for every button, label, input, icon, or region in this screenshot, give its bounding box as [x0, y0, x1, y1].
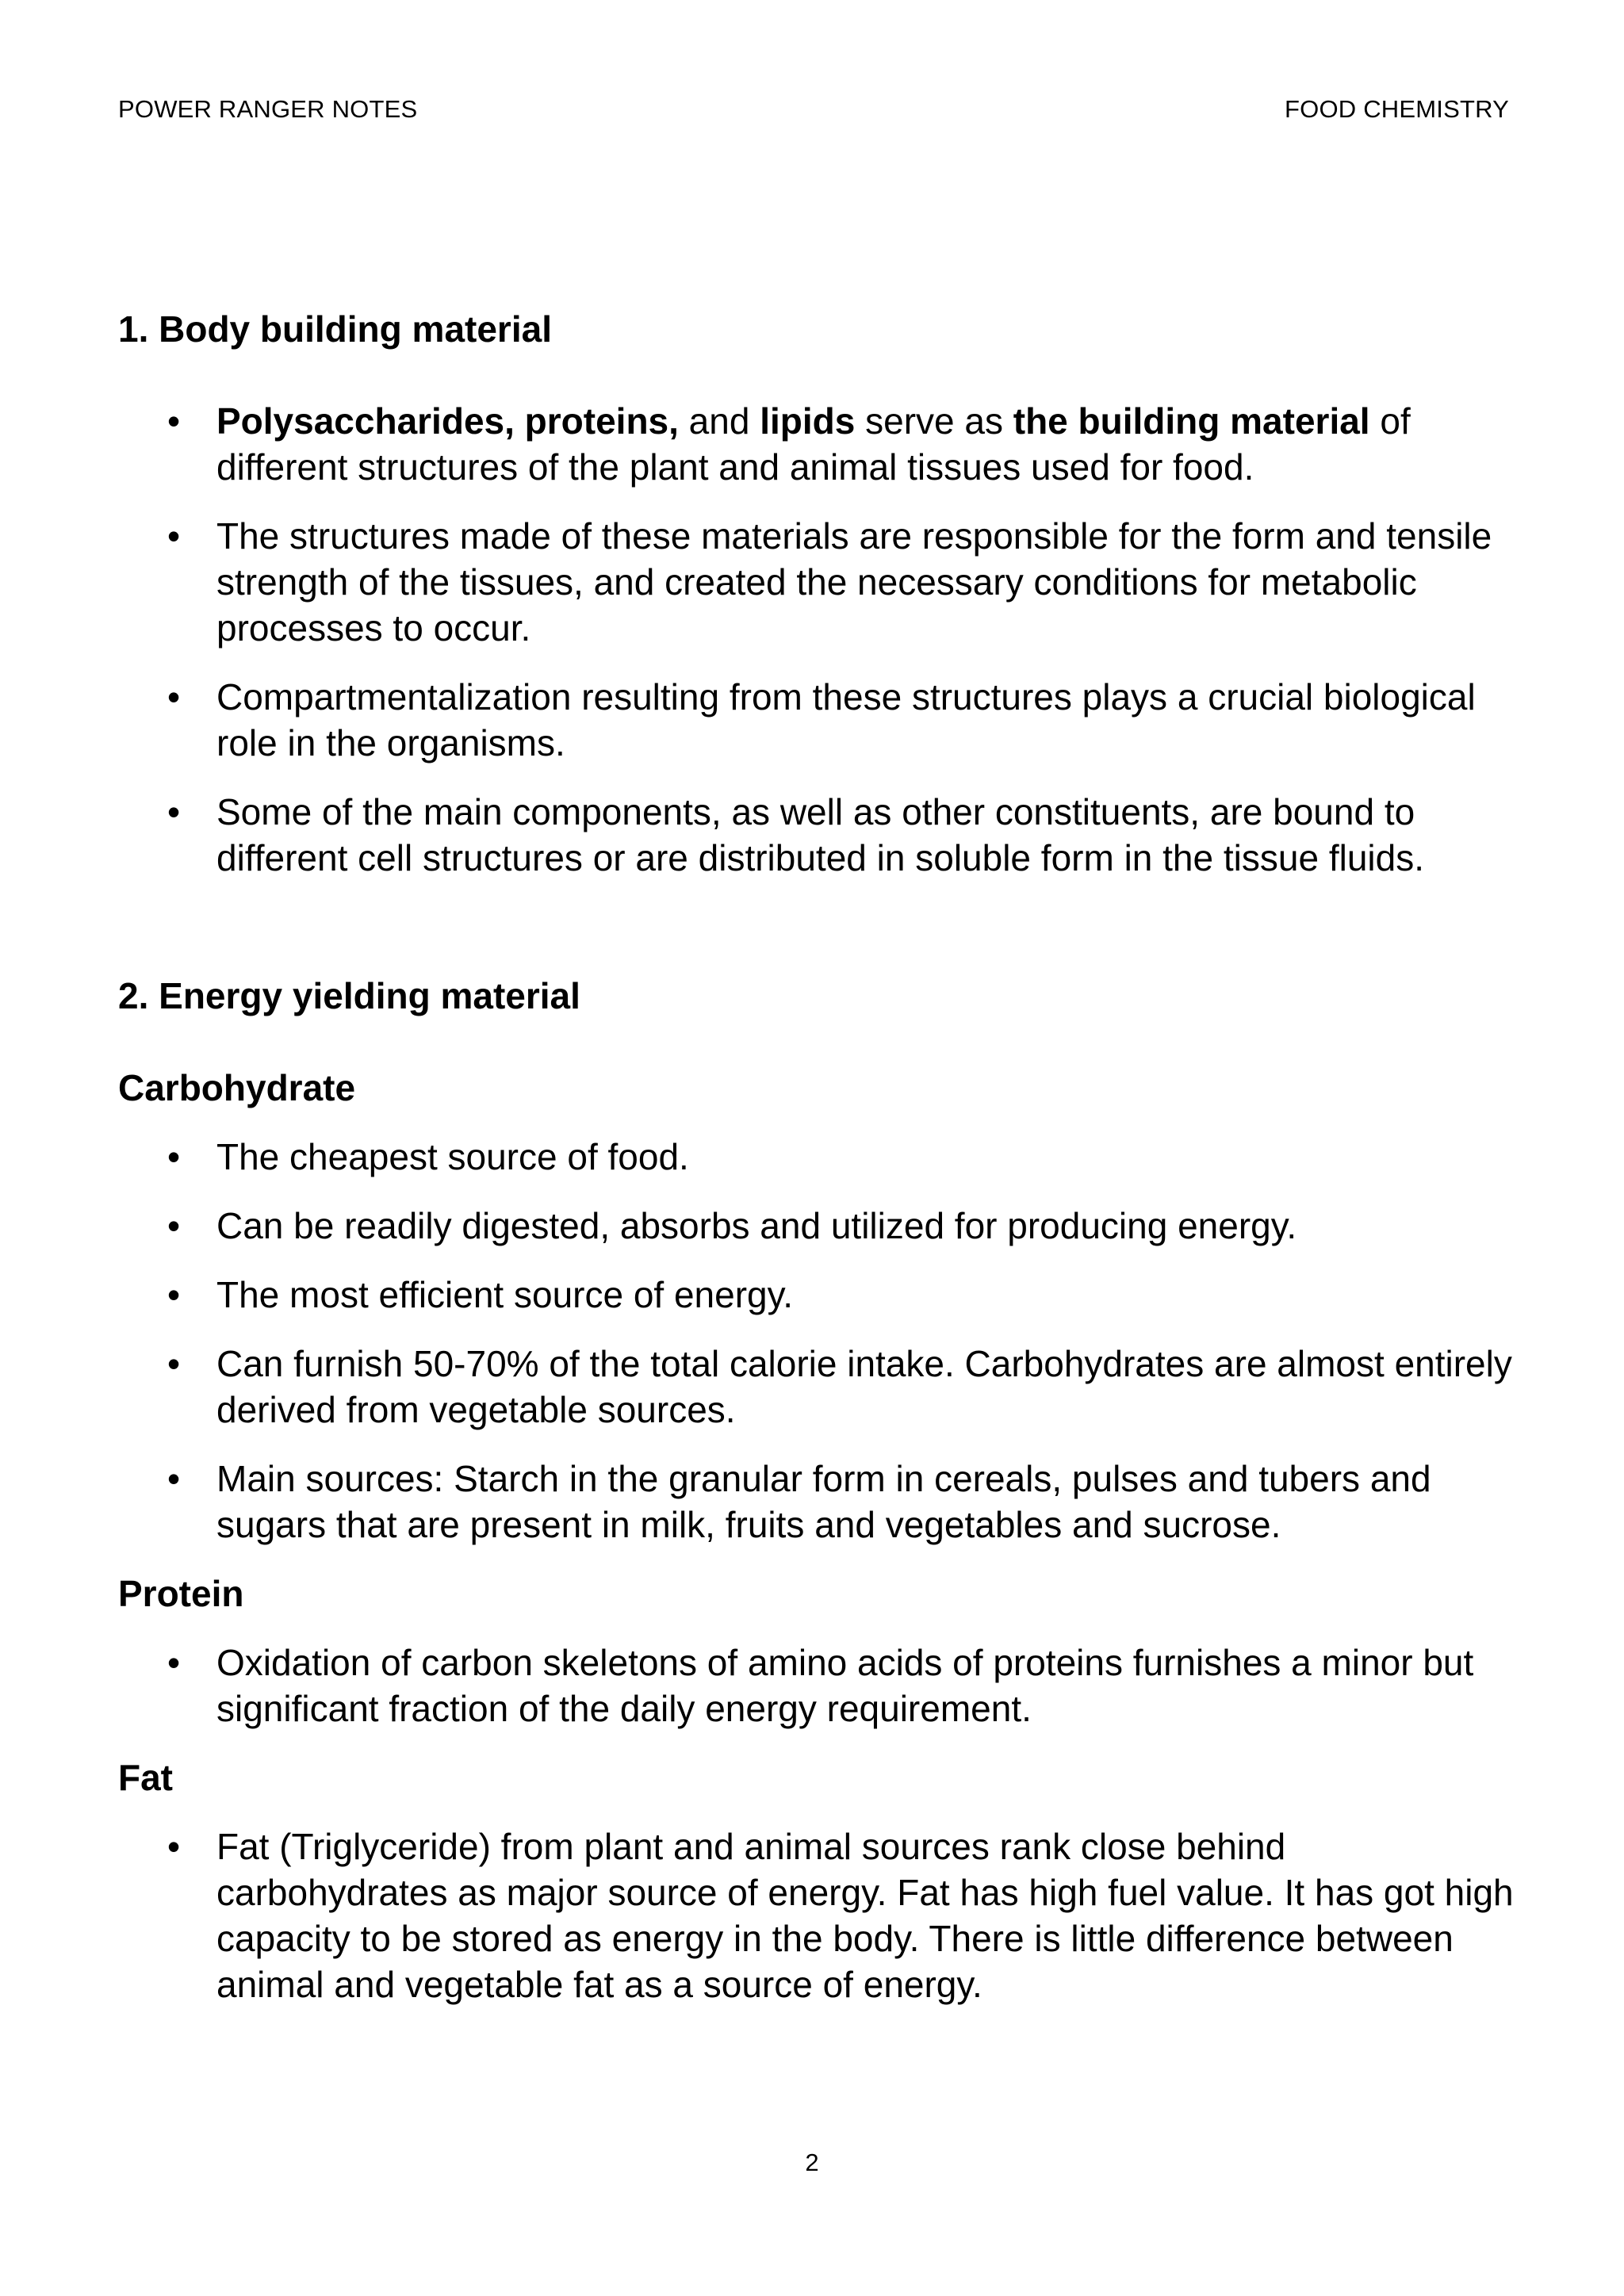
fat-heading: Fat [118, 1757, 173, 1798]
list-item-text: The cheapest source of food. [216, 1136, 689, 1177]
list-item [118, 674, 1514, 766]
bullet-icon: • [167, 1343, 181, 1384]
page-content [118, 306, 1514, 2007]
bullet-icon: • [167, 515, 181, 557]
bullet-icon: • [167, 1205, 181, 1246]
header-left-title: POWER RANGER NOTES [118, 95, 418, 123]
list-item [118, 1134, 1514, 1180]
list-item-text: Oxidation of carbon skeletons of amino acids of proteins furnishes a minor but significant fraction of the daily energy requirement. [216, 1642, 1474, 1729]
text-fragment: serve as [855, 400, 1013, 442]
list-item [118, 1341, 1514, 1433]
bullet-icon: • [167, 676, 181, 718]
list-item-text: Can furnish 50-70% of the total calorie intake. Carbohydrates are almost entirely derived from vegetable sources. [216, 1343, 1512, 1430]
text-fragment: of different structures of the plant and animal tissues used for food. [216, 400, 1411, 488]
text-fragment: and [678, 400, 760, 442]
list-item [118, 513, 1514, 651]
list-item [118, 1640, 1514, 1732]
section-2-heading: 2. Energy yielding material [118, 975, 580, 1016]
list-item-text: Fat (Triglyceride) from plant and animal sources rank close behind carbohydrates as major source of energy. Fat has high fuel value. It has got high capacity to be stored as energy in the body. There is little difference between animal and vegetable fat as a source of energy. [216, 1826, 1514, 2005]
bold-term-building-material: the building material [1013, 400, 1370, 442]
page-number: 2 [805, 2149, 819, 2176]
list-item-text: The structures made of these materials are responsible for the form and tensile strength of the tissues, and created the necessary conditions for metabolic processes to occur. [216, 515, 1492, 649]
bold-term-lipids: lipids [760, 400, 856, 442]
carbohydrate-list [118, 1134, 1514, 1548]
bullet-icon: • [167, 791, 181, 832]
header-right-title: FOOD CHEMISTRY [1285, 95, 1509, 123]
bullet-icon: • [167, 400, 181, 442]
list-item-text: Main sources: Starch in the granular form in cereals, pulses and tubers and sugars that are present in milk, fruits and vegetables and sucrose. [216, 1458, 1431, 1545]
carbohydrate-heading: Carbohydrate [118, 1067, 356, 1108]
protein-list [118, 1640, 1514, 1732]
bullet-icon: • [167, 1458, 181, 1499]
running-header [118, 95, 1509, 130]
list-item [118, 1823, 1514, 2007]
list-item-text: The most efficient source of energy. [216, 1274, 793, 1315]
list-item [118, 1272, 1514, 1318]
list-item [118, 1203, 1514, 1249]
section-1-list [118, 398, 1514, 881]
section-1-heading: 1. Body building material [118, 308, 552, 350]
bullet-icon: • [167, 1136, 181, 1177]
protein-heading: Protein [118, 1573, 244, 1614]
list-item-text: Some of the main components, as well as other constituents, are bound to different cell structures or are distributed in soluble form in the tissue fluids. [216, 791, 1424, 878]
bold-term-polysaccharides-proteins: Polysaccharides, proteins, [216, 400, 679, 442]
list-item [118, 1456, 1514, 1548]
fat-list [118, 1823, 1514, 2007]
list-item [118, 789, 1514, 881]
bullet-icon: • [167, 1642, 181, 1683]
bullet-icon: • [167, 1826, 181, 1867]
bullet-icon: • [167, 1274, 181, 1315]
list-item-text: Compartmentalization resulting from these structures plays a crucial biological role in the organisms. [216, 676, 1476, 763]
list-item-text: Can be readily digested, absorbs and utilized for producing energy. [216, 1205, 1297, 1246]
list-item [118, 398, 1514, 490]
